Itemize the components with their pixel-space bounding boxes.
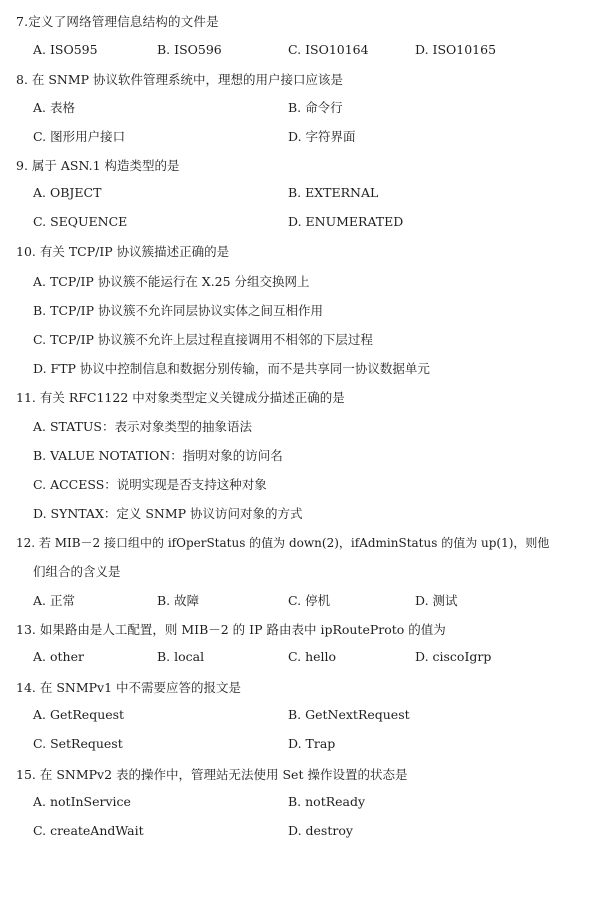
question-14-option-d: D. Trap <box>288 736 336 751</box>
question-12-option-a: A. 正常 <box>33 593 75 608</box>
question-13-option-b: B. local <box>157 649 205 664</box>
question-13-title: 13. 如果路由是人工配置，则 MIB－2 的 IP 路由表中 ipRouteProto 的值为 <box>16 622 446 637</box>
question-12-option-d: D. 测试 <box>415 593 458 608</box>
question-10-option-d: D. FTP 协议中控制信息和数据分别传输，而不是共享同一协议数据单元 <box>33 361 430 376</box>
question-10-option-c: C. TCP/IP 协议簇不允许上层过程直接调用不相邻的下层过程 <box>33 332 373 347</box>
question-9-option-a: A. OBJECT <box>33 185 102 200</box>
question-14-title: 14. 在 SNMPv1 中不需要应答的报文是 <box>16 680 242 695</box>
question-8-option-b: B. 命令行 <box>288 100 343 115</box>
question-15-option-d: D. destroy <box>288 823 353 838</box>
question-8-option-c: C. 图形用户接口 <box>33 129 126 144</box>
question-10-option-a: A. TCP/IP 协议簇不能运行在 X.25 分组交换网上 <box>33 274 310 289</box>
question-12-title-line1: 12. 若 MIB－2 接口组中的 ifOperStatus 的值为 down(2)，ifAdminStatus 的值为 up(1)，则他 <box>16 536 550 550</box>
question-8-option-a: A. 表格 <box>33 100 75 115</box>
question-12-option-c: C. 停机 <box>288 593 331 608</box>
question-8-title: 8. 在 SNMP 协议软件管理系统中，理想的用户接口应该是 <box>16 72 344 87</box>
question-7-title: 7.定义了网络管理信息结构的文件是 <box>16 14 219 29</box>
question-15-option-c: C. createAndWait <box>33 823 144 838</box>
question-9-option-c: C. SEQUENCE <box>33 214 128 229</box>
question-12-title-line2: 们组合的含义是 <box>33 564 121 579</box>
question-9-title: 9. 属于 ASN.1 构造类型的是 <box>16 158 180 173</box>
question-15-option-a: A. notInService <box>33 794 131 809</box>
question-15-option-b: B. notReady <box>288 794 366 809</box>
question-10-title: 10. 有关 TCP/IP 协议簇描述正确的是 <box>16 244 230 259</box>
question-8-option-d: D. 字符界面 <box>288 129 356 144</box>
question-11-option-b: B. VALUE NOTATION：指明对象的访问名 <box>33 448 283 463</box>
question-7-option-a: A. ISO595 <box>33 42 98 57</box>
question-11-option-c: C. ACCESS：说明实现是否支持这种对象 <box>33 477 267 492</box>
question-11-title: 11. 有关 RFC1122 中对象类型定义关键成分描述正确的是 <box>16 390 345 405</box>
question-14-option-b: B. GetNextRequest <box>288 707 410 722</box>
question-9-option-d: D. ENUMERATED <box>288 214 404 229</box>
question-13-option-a: A. other <box>33 649 84 664</box>
question-9-option-b: B. EXTERNAL <box>288 185 379 200</box>
question-7-option-d: D. ISO10165 <box>415 42 497 57</box>
question-11-option-d: D. SYNTAX：定义 SNMP 协议访问对象的方式 <box>33 506 303 521</box>
question-14-option-a: A. GetRequest <box>33 707 125 722</box>
question-12-option-b: B. 故障 <box>157 593 200 608</box>
question-7-option-b: B. ISO596 <box>157 42 222 57</box>
question-7-option-c: C. ISO10164 <box>288 42 369 57</box>
question-14-option-c: C. SetRequest <box>33 736 123 751</box>
question-13-option-d: D. ciscoIgrp <box>415 649 492 664</box>
question-11-option-a: A. STATUS：表示对象类型的抽象语法 <box>33 419 252 434</box>
question-13-option-c: C. hello <box>288 649 337 664</box>
question-10-option-b: B. TCP/IP 协议簇不允许同层协议实体之间互相作用 <box>33 303 323 318</box>
question-15-title: 15. 在 SNMPv2 表的操作中，管理站无法使用 Set 操作设置的状态是 <box>16 767 408 782</box>
